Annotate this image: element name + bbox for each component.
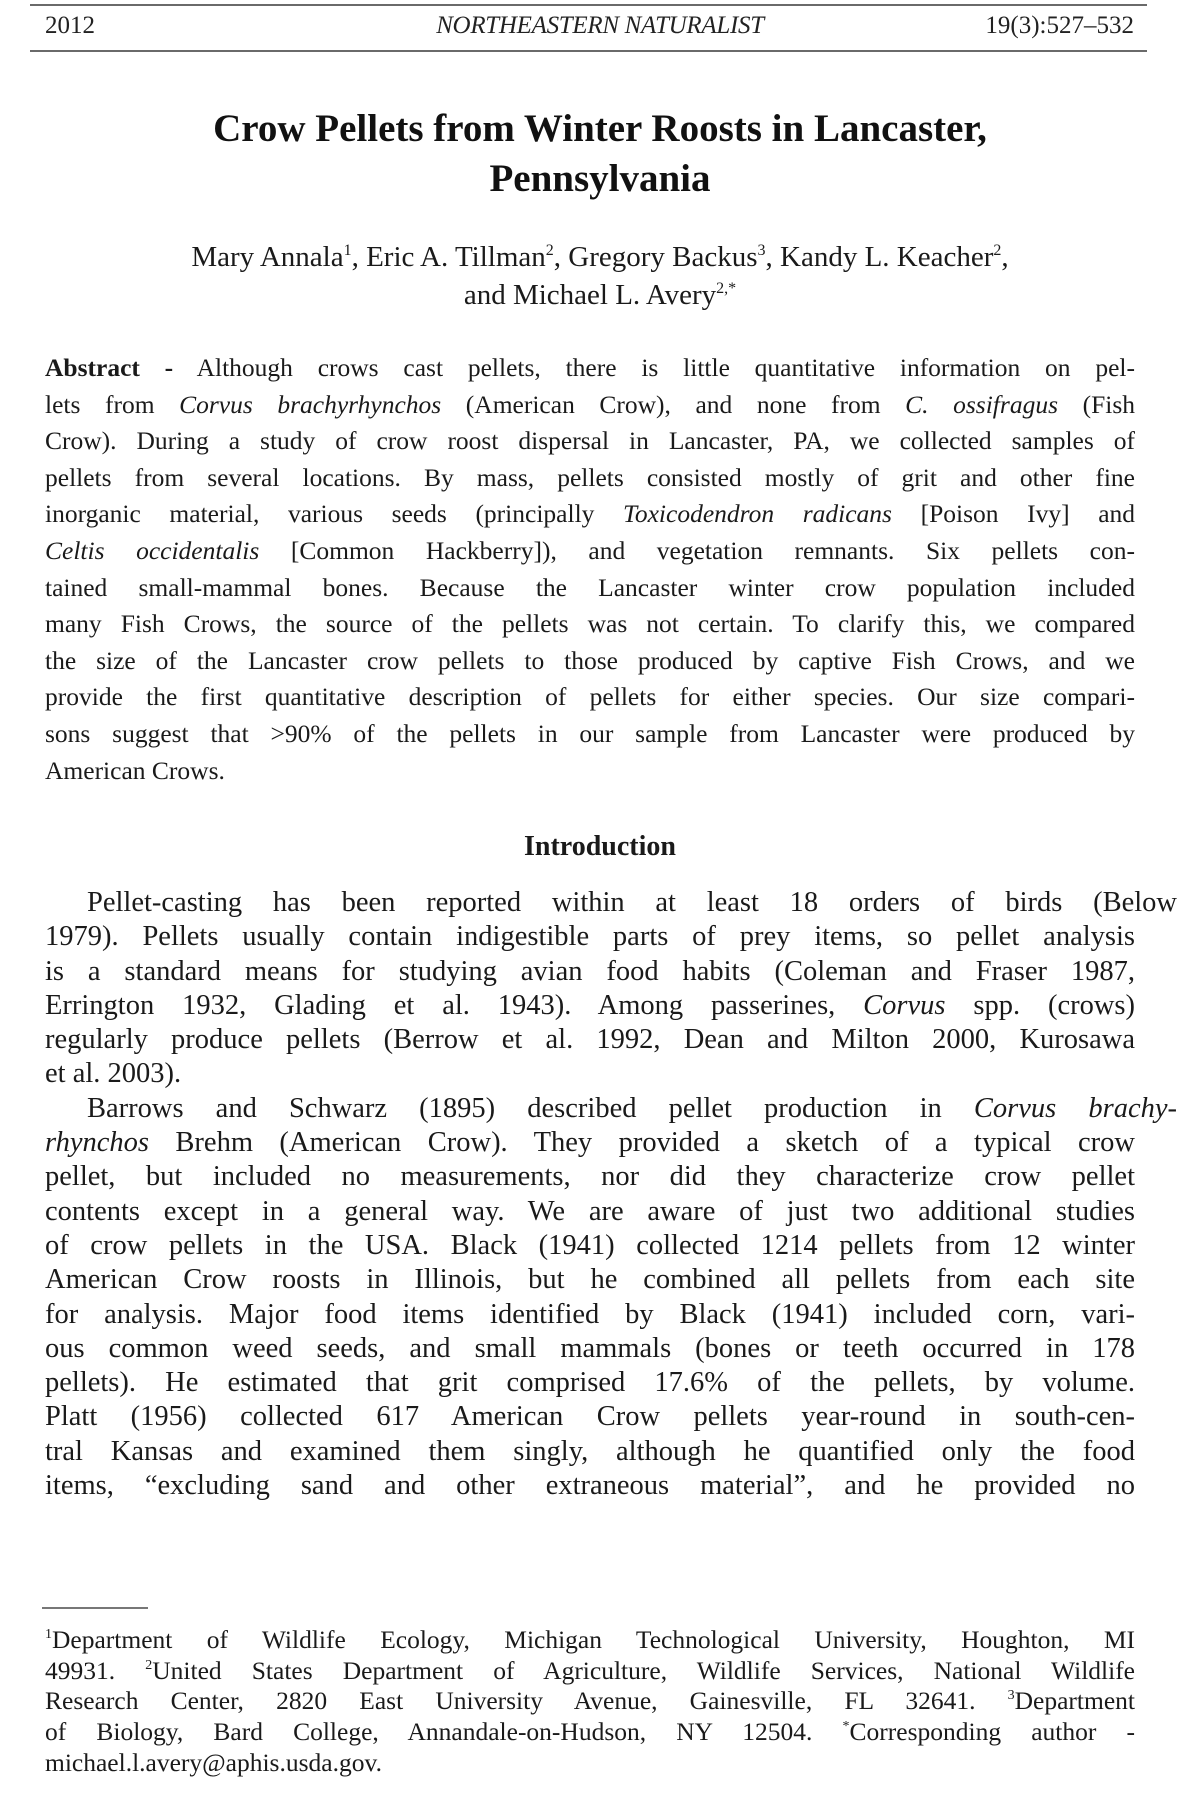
- text-run: Mary Annala: [191, 241, 344, 273]
- text-run: 49931.: [45, 1655, 146, 1685]
- text-run: ous common weed seeds, and small mammals (bones or teeth occurred in 178: [45, 1332, 1135, 1364]
- footnotes: [45, 1625, 1135, 1778]
- text-run: (American Crow), and none from: [441, 389, 906, 419]
- text-line: [45, 643, 1135, 680]
- text-line: [45, 1023, 1135, 1057]
- italic-text: Corvus: [863, 989, 946, 1021]
- text-line: [45, 423, 1135, 460]
- text-line: [45, 989, 1135, 1023]
- header-bottom-rule: [30, 50, 1147, 52]
- section-heading-introduction: Introduction: [524, 831, 676, 862]
- paragraph: [45, 886, 1177, 1092]
- text-run: Platt (1956) collected 617 American Crow pellets year-round in south-cen-: [45, 1401, 1135, 1433]
- text-run: pellets from several locations. By mass, pellets consisted mostly of grit and other fine: [45, 462, 1135, 492]
- superscript-marker: 2: [145, 1657, 153, 1673]
- text-line: [45, 1686, 1135, 1717]
- text-run: tained small-mammal bones. Because the Lancaster winter crow population included: [45, 572, 1135, 602]
- paragraph: [45, 1092, 1177, 1504]
- text-run: contents except in a general way. We are aware of just two additional studies: [45, 1195, 1135, 1227]
- text-line: [45, 920, 1135, 954]
- text-line: [45, 1717, 1135, 1748]
- text-line: [45, 1656, 1135, 1687]
- text-run: many Fish Crows, the source of the pellets was not certain. To clarify this, we compared: [45, 609, 1135, 639]
- text-run: [Common Hackberry]), and vegetation remnants. Six pellets con-: [259, 535, 1135, 565]
- text-run: American Crow roosts in Illinois, but he combined all pellets from each site: [45, 1264, 1135, 1296]
- text-line: [45, 1298, 1135, 1332]
- text-run: inorganic material, various seeds (principally: [45, 499, 624, 529]
- italic-text: Corvus brachy-: [973, 1092, 1177, 1124]
- text-line: [45, 679, 1135, 716]
- text-run: Department of Wildlife Ecology, Michigan Technological University, Houghton, MI: [52, 1625, 1135, 1654]
- superscript-marker: 2: [545, 242, 554, 259]
- text-run: regularly produce pellets (Berrow et al. 1992, Dean and Milton 2000, Kurosawa: [45, 1024, 1135, 1056]
- text-line: [45, 1435, 1135, 1469]
- text-run: Research Center, 2820 East University Avenue, Gainesville, FL 32641.: [45, 1686, 1008, 1716]
- text-run: lets from: [45, 389, 180, 419]
- header-year: 2012: [45, 12, 95, 39]
- author-list-line-1: [0, 238, 1200, 276]
- text-line: [45, 1625, 1135, 1656]
- article-title-line-2: Pennsylvania: [489, 157, 711, 200]
- introduction-body: [45, 886, 1177, 1503]
- text-run: 1979). Pellets usually contain indigestible parts of prey items, so pellet analysis: [45, 921, 1135, 953]
- author-list: [0, 238, 1200, 314]
- text-run: for analysis. Major food items identified by Black (1941) included corn, vari-: [45, 1298, 1135, 1330]
- text-line: [45, 1332, 1135, 1366]
- superscript-marker: 2: [993, 242, 1002, 259]
- text-line: [45, 1057, 1135, 1091]
- text-run: items, “excluding sand and other extraneous material”, and he provided no: [45, 1470, 1135, 1502]
- superscript-marker: 3: [757, 242, 766, 259]
- text-line: [45, 1263, 1135, 1297]
- text-run: , Gregory Backus: [553, 241, 758, 273]
- superscript-marker: 2,*: [716, 280, 737, 297]
- text-line: [45, 460, 1135, 497]
- text-line: [45, 387, 1135, 424]
- italic-text: Corvus brachyrhynchos: [179, 389, 442, 419]
- header-top-rule: [30, 4, 1147, 6]
- abstract: [45, 350, 1135, 789]
- text-line: [45, 1469, 1135, 1503]
- text-run: , Eric A. Tillman: [351, 241, 546, 273]
- superscript-marker: 1: [343, 242, 352, 259]
- text-line: [45, 1748, 1135, 1779]
- text-line: [45, 1229, 1135, 1263]
- text-run: Pellet-casting has been reported within at least 18 orders of birds (Below: [87, 887, 1177, 918]
- text-line: [45, 955, 1135, 989]
- text-run: tral Kansas and examined them singly, although he quantified only the food: [45, 1435, 1135, 1467]
- text-run: Although crows cast pellets, there is little quantitative information on pel-: [173, 353, 1135, 382]
- text-line: [45, 1126, 1135, 1160]
- text-run: spp. (crows): [945, 989, 1135, 1021]
- superscript-marker: *: [842, 1719, 850, 1735]
- text-line: [45, 1160, 1135, 1194]
- italic-text: Toxicodendron radicans: [623, 499, 892, 529]
- text-line: [45, 496, 1135, 533]
- text-run: Brehm (American Crow). They provided a sketch of a typical crow: [148, 1127, 1135, 1159]
- text-line: [45, 716, 1135, 753]
- italic-text: Celtis occidentalis: [45, 535, 260, 565]
- text-run: Corresponding author -: [849, 1717, 1135, 1747]
- text-line: [45, 1092, 1177, 1126]
- text-run: Barrows and Schwarz (1895) described pellet production in: [87, 1092, 974, 1124]
- text-run: et al. 2003).: [45, 1058, 182, 1090]
- text-line: [45, 350, 1135, 387]
- footnote-separator-rule: [42, 1607, 148, 1609]
- text-run: , Kandy L. Keacher: [765, 241, 994, 273]
- text-run: American Crows.: [45, 755, 225, 785]
- text-run: pellets). He estimated that grit comprised 17.6% of the pellets, by volume.: [45, 1367, 1135, 1399]
- text-line: [45, 570, 1135, 607]
- text-run: pellet, but included no measurements, nor did they characterize crow pellet: [45, 1161, 1135, 1193]
- text-run: michael.l.avery@aphis.usda.gov.: [45, 1747, 382, 1777]
- text-run: sons suggest that >90% of the pellets in our sample from Lancaster were produced by: [45, 718, 1135, 748]
- italic-text: C. ossifragus: [905, 389, 1058, 419]
- text-line: [45, 1400, 1135, 1434]
- superscript-marker: 3: [1007, 1688, 1015, 1704]
- text-run: ,: [1001, 241, 1009, 273]
- text-line: [45, 606, 1135, 643]
- article-title-line-1: Crow Pellets from Winter Roosts in Lancaster,: [213, 107, 987, 150]
- superscript-marker: 1: [45, 1627, 52, 1642]
- article-title: [0, 104, 1200, 204]
- text-run: of Biology, Bard College, Annandale-on-Hudson, NY 12504.: [45, 1717, 843, 1747]
- text-run: United States Department of Agriculture, Wildlife Services, National Wildlife: [152, 1655, 1135, 1685]
- text-run: Department: [1014, 1686, 1135, 1716]
- text-run: [Poison Ivy] and: [891, 499, 1135, 529]
- author-list-line-2: [0, 276, 1200, 314]
- header-citation: 19(3):527–532: [985, 12, 1134, 39]
- text-line: [45, 753, 1135, 790]
- text-run: and Michael L. Avery: [463, 279, 717, 311]
- text-run: the size of the Lancaster crow pellets to those produced by captive Fish Crows, and we: [45, 645, 1135, 675]
- text-run: (Fish: [1058, 389, 1135, 419]
- text-run: is a standard means for studying avian food habits (Coleman and Fraser 1987,: [45, 955, 1135, 987]
- bold-label: Abstract -: [45, 353, 174, 382]
- header-journal-name: NORTHEASTERN NATURALIST: [436, 12, 764, 39]
- text-line: [45, 1366, 1135, 1400]
- text-run: Crow). During a study of crow roost dispersal in Lancaster, PA, we collected samples of: [45, 426, 1135, 456]
- text-line: [45, 886, 1177, 920]
- text-run: provide the first quantitative description of pellets for either species. Our size compari-: [45, 682, 1135, 712]
- text-line: [45, 533, 1135, 570]
- italic-text: rhynchos: [45, 1127, 149, 1159]
- text-line: [45, 1195, 1135, 1229]
- text-run: of crow pellets in the USA. Black (1941) collected 1214 pellets from 12 winter: [45, 1229, 1135, 1261]
- text-run: Errington 1932, Glading et al. 1943). Among passerines,: [45, 989, 864, 1021]
